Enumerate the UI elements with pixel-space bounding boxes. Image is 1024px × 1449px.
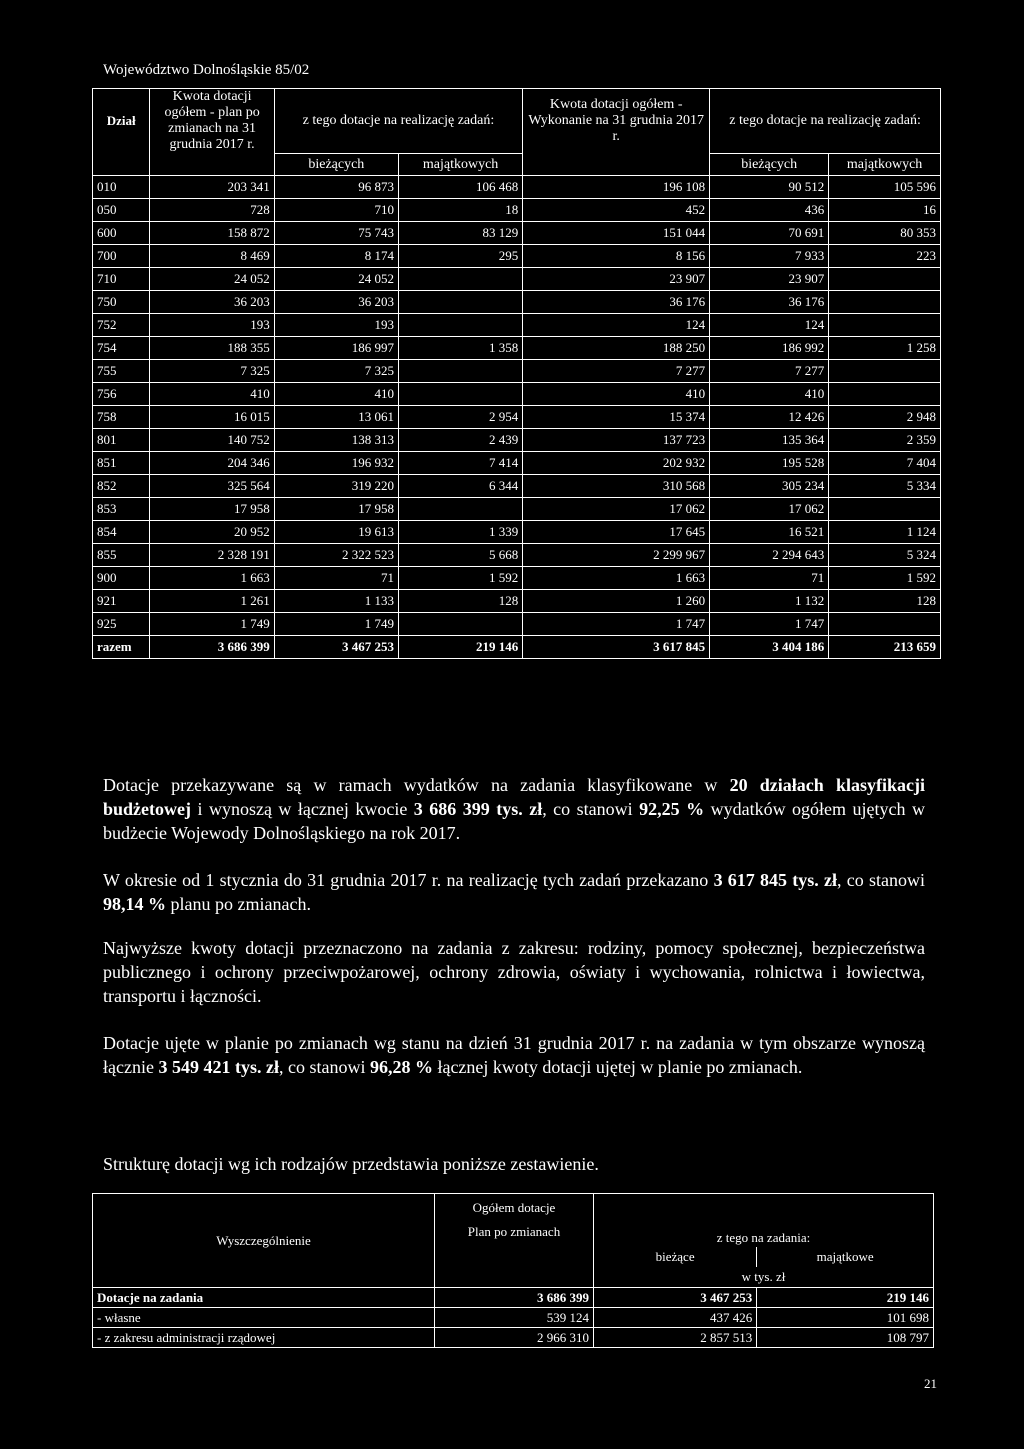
value-cell: 5 334 <box>829 474 941 497</box>
value-cell: 128 <box>829 589 941 612</box>
value-cell: 16 015 <box>150 405 274 428</box>
t2-header-majatkowe: majątkowe <box>757 1247 934 1267</box>
p4-text: Dotacje ujęte w planie po zmianach wg stanu na dzień 31 grudnia 2017 r. na zadania w tym obszarze wynoszą łącznie <box>103 1033 925 1077</box>
value-cell: 188 250 <box>523 336 710 359</box>
table-row <box>93 336 941 359</box>
header-wykonanie: Kwota dotacji ogółem - Wykonanie na 31 grudnia 2017 r. <box>523 89 710 154</box>
paragraph-3: Najwyższe kwoty dotacji przeznaczono na zadania z zakresu: rodziny, pomocy społecznej, bezpieczeństwa publicznego i ochrony przeciwpożarowej, ochrony zdrowia, oświaty i wychowania, rolnictwa i łowiectwa, transportu i łączności. <box>103 938 925 1006</box>
value-cell: 319 220 <box>274 474 398 497</box>
subheader-biezacych-wyk: bieżących <box>710 153 829 175</box>
value-cell: 158 872 <box>150 221 274 244</box>
value-cell: 13 061 <box>274 405 398 428</box>
value-cell <box>398 382 522 405</box>
value-cell: 17 062 <box>710 497 829 520</box>
dzial-code: 700 <box>93 244 150 267</box>
table-row <box>93 543 941 566</box>
value-cell: 36 176 <box>710 290 829 313</box>
value-cell: 1 663 <box>523 566 710 589</box>
value-cell: 2 294 643 <box>710 543 829 566</box>
dzial-code: 853 <box>93 497 150 520</box>
t2-value: 3 467 253 <box>594 1288 757 1308</box>
paragraph-1 <box>103 773 925 845</box>
value-cell: 71 <box>274 566 398 589</box>
table-row <box>93 520 941 543</box>
dotacje-table <box>92 88 941 659</box>
dzial-code: 755 <box>93 359 150 382</box>
value-cell: 410 <box>710 382 829 405</box>
struktura-table <box>92 1193 934 1348</box>
header-z-tego-plan: z tego dotacje na realizację zadań: <box>274 89 523 154</box>
dzial-code: 801 <box>93 428 150 451</box>
table-total-row <box>93 635 941 658</box>
value-cell: 16 521 <box>710 520 829 543</box>
t2-label: - własne <box>93 1308 435 1328</box>
subheader-majatkowych-wyk: majątkowych <box>829 153 941 175</box>
total-cell: 3 467 253 <box>274 635 398 658</box>
value-cell: 17 958 <box>274 497 398 520</box>
table-row <box>93 451 941 474</box>
value-cell: 193 <box>274 313 398 336</box>
paragraph-5: Strukturę dotacji wg ich rodzajów przedstawia poniższe zestawienie. <box>103 1154 599 1174</box>
t2-value: 2 966 310 <box>435 1328 594 1348</box>
value-cell: 1 339 <box>398 520 522 543</box>
value-cell: 83 129 <box>398 221 522 244</box>
value-cell: 17 645 <box>523 520 710 543</box>
value-cell: 124 <box>710 313 829 336</box>
value-cell: 7 404 <box>829 451 941 474</box>
value-cell: 17 958 <box>150 497 274 520</box>
value-cell: 188 355 <box>150 336 274 359</box>
total-cell: 3 686 399 <box>150 635 274 658</box>
t2-row <box>93 1308 934 1328</box>
value-cell: 7 414 <box>398 451 522 474</box>
value-cell: 7 325 <box>150 359 274 382</box>
value-cell: 140 752 <box>150 428 274 451</box>
t2-header-ogolem-line1: Ogółem dotacje <box>472 1200 556 1215</box>
t2-label: Dotacje na zadania <box>93 1288 435 1308</box>
value-cell: 138 313 <box>274 428 398 451</box>
p2-bold: 3 617 845 tys. zł <box>713 870 838 890</box>
value-cell: 96 873 <box>274 175 398 198</box>
value-cell: 310 568 <box>523 474 710 497</box>
p1-bold: 20 działach klasyfikacji budżetowej <box>103 775 925 819</box>
value-cell: 2 299 967 <box>523 543 710 566</box>
p2-text: planu po zmianach. <box>166 894 311 914</box>
value-cell: 7 933 <box>710 244 829 267</box>
value-cell: 1 358 <box>398 336 522 359</box>
table-row <box>93 244 941 267</box>
value-cell: 305 234 <box>710 474 829 497</box>
table-row <box>93 474 941 497</box>
table-row <box>93 589 941 612</box>
dzial-code: 851 <box>93 451 150 474</box>
t2-value: 437 426 <box>594 1308 757 1328</box>
table-row <box>93 359 941 382</box>
table-row <box>93 175 941 198</box>
table-row <box>93 405 941 428</box>
table-row <box>93 497 941 520</box>
t2-header-ogolem <box>435 1194 594 1288</box>
table-row <box>93 382 941 405</box>
value-cell <box>398 290 522 313</box>
t2-label: - z zakresu administracji rządowej <box>93 1328 435 1348</box>
table-row <box>93 428 941 451</box>
t2-header-unit: w tys. zł <box>594 1267 934 1288</box>
value-cell <box>829 313 941 336</box>
dzial-code: 756 <box>93 382 150 405</box>
paragraph-2 <box>103 868 925 916</box>
dzial-code: 925 <box>93 612 150 635</box>
table-row <box>93 267 941 290</box>
value-cell: 196 108 <box>523 175 710 198</box>
value-cell: 8 469 <box>150 244 274 267</box>
header-plan: Kwota dotacji ogółem - plan po zmianach na 31 grudnia 2017 r. <box>150 89 274 154</box>
subheader-majatkowych-plan: majątkowych <box>398 153 522 175</box>
value-cell: 1 749 <box>274 612 398 635</box>
value-cell: 410 <box>274 382 398 405</box>
value-cell: 151 044 <box>523 221 710 244</box>
value-cell: 23 907 <box>523 267 710 290</box>
value-cell: 105 596 <box>829 175 941 198</box>
value-cell: 70 691 <box>710 221 829 244</box>
value-cell <box>398 313 522 336</box>
t2-header-row <box>93 1194 934 1247</box>
t2-header-ogolem-line2: Plan po zmianach <box>467 1224 561 1239</box>
value-cell <box>829 359 941 382</box>
value-cell: 2 439 <box>398 428 522 451</box>
dzial-code: 855 <box>93 543 150 566</box>
value-cell: 137 723 <box>523 428 710 451</box>
value-cell <box>398 497 522 520</box>
table-row <box>93 198 941 221</box>
p1-bold: 3 686 399 tys. zł <box>413 799 543 819</box>
value-cell: 18 <box>398 198 522 221</box>
value-cell: 19 613 <box>274 520 398 543</box>
dzial-code: 752 <box>93 313 150 336</box>
value-cell: 23 907 <box>710 267 829 290</box>
value-cell: 410 <box>523 382 710 405</box>
value-cell: 325 564 <box>150 474 274 497</box>
value-cell: 204 346 <box>150 451 274 474</box>
value-cell: 2 954 <box>398 405 522 428</box>
document-header: Województwo Dolnośląskie 85/02 <box>103 62 310 78</box>
t2-value: 3 686 399 <box>435 1288 594 1308</box>
table-row <box>93 221 941 244</box>
page-number: 21 <box>924 1376 937 1391</box>
table-row <box>93 612 941 635</box>
value-cell: 6 344 <box>398 474 522 497</box>
value-cell: 1 258 <box>829 336 941 359</box>
value-cell: 223 <box>829 244 941 267</box>
value-cell <box>829 497 941 520</box>
p1-text: , co stanowi <box>542 799 640 819</box>
value-cell: 2 948 <box>829 405 941 428</box>
table-row <box>93 313 941 336</box>
t2-value: 101 698 <box>757 1308 934 1328</box>
table-row <box>93 566 941 589</box>
dzial-code: 750 <box>93 290 150 313</box>
t2-header-biezace: bieżące <box>594 1247 757 1267</box>
value-cell: 71 <box>710 566 829 589</box>
value-cell: 193 <box>150 313 274 336</box>
dzial-code: 754 <box>93 336 150 359</box>
value-cell: 728 <box>150 198 274 221</box>
p2-text: , co stanowi <box>837 870 925 890</box>
value-cell: 186 997 <box>274 336 398 359</box>
p1-bold: 92,25 % <box>639 799 705 819</box>
value-cell: 8 174 <box>274 244 398 267</box>
p4-bold: 96,28 % <box>369 1057 433 1077</box>
value-cell: 5 668 <box>398 543 522 566</box>
value-cell: 1 749 <box>150 612 274 635</box>
value-cell: 195 528 <box>710 451 829 474</box>
value-cell: 1 261 <box>150 589 274 612</box>
value-cell: 15 374 <box>523 405 710 428</box>
value-cell: 36 203 <box>150 290 274 313</box>
value-cell: 1 592 <box>829 566 941 589</box>
total-cell: 213 659 <box>829 635 941 658</box>
value-cell: 36 203 <box>274 290 398 313</box>
total-label: razem <box>93 635 150 658</box>
value-cell: 436 <box>710 198 829 221</box>
p2-text: W okresie od 1 stycznia do 31 grudnia 2017 r. na realizację tych zadań przekazano <box>103 870 714 890</box>
value-cell: 5 324 <box>829 543 941 566</box>
value-cell: 452 <box>523 198 710 221</box>
total-cell: 3 404 186 <box>710 635 829 658</box>
value-cell: 196 932 <box>274 451 398 474</box>
value-cell: 90 512 <box>710 175 829 198</box>
value-cell: 1 133 <box>274 589 398 612</box>
t2-row <box>93 1288 934 1308</box>
p1-text: wydatków ogółem ujętych w budżecie Wojewody Dolnośląskiego na rok 2017. <box>103 799 925 843</box>
value-cell: 80 353 <box>829 221 941 244</box>
dzial-code: 010 <box>93 175 150 198</box>
value-cell: 2 322 523 <box>274 543 398 566</box>
value-cell: 1 132 <box>710 589 829 612</box>
value-cell: 2 359 <box>829 428 941 451</box>
value-cell: 203 341 <box>150 175 274 198</box>
dzial-code: 600 <box>93 221 150 244</box>
value-cell: 410 <box>150 382 274 405</box>
total-cell: 219 146 <box>398 635 522 658</box>
value-cell: 135 364 <box>710 428 829 451</box>
table-row <box>93 290 941 313</box>
t2-header-z-tego: z tego na zadania: <box>594 1194 934 1247</box>
p4-text: , co stanowi <box>278 1057 370 1077</box>
value-cell: 124 <box>523 313 710 336</box>
p4-text: łącznej kwoty dotacji ujętej w planie po zmianach. <box>432 1057 803 1077</box>
value-cell: 710 <box>274 198 398 221</box>
value-cell <box>398 359 522 382</box>
dzial-code: 758 <box>93 405 150 428</box>
value-cell: 1 124 <box>829 520 941 543</box>
dzial-code: 900 <box>93 566 150 589</box>
p4-bold: 3 549 421 tys. zł <box>158 1057 279 1077</box>
dzial-code: 050 <box>93 198 150 221</box>
value-cell: 8 156 <box>523 244 710 267</box>
value-cell: 1 663 <box>150 566 274 589</box>
value-cell: 7 277 <box>523 359 710 382</box>
table-subheader-row <box>93 153 941 175</box>
dzial-code: 921 <box>93 589 150 612</box>
value-cell: 2 328 191 <box>150 543 274 566</box>
value-cell <box>829 267 941 290</box>
value-cell: 24 052 <box>150 267 274 290</box>
t2-value: 108 797 <box>757 1328 934 1348</box>
header-dzial: Dział <box>93 89 150 154</box>
value-cell: 20 952 <box>150 520 274 543</box>
p1-text: i wynoszą w łącznej kwocie <box>191 799 414 819</box>
value-cell: 75 743 <box>274 221 398 244</box>
dzial-code: 854 <box>93 520 150 543</box>
value-cell: 186 992 <box>710 336 829 359</box>
value-cell: 295 <box>398 244 522 267</box>
paragraph-4 <box>103 1031 925 1079</box>
dzial-code: 710 <box>93 267 150 290</box>
value-cell: 7 277 <box>710 359 829 382</box>
value-cell: 1 592 <box>398 566 522 589</box>
value-cell: 7 325 <box>274 359 398 382</box>
header-z-tego-wyk: z tego dotacje na realizację zadań: <box>710 89 941 154</box>
value-cell: 202 932 <box>523 451 710 474</box>
value-cell: 1 747 <box>523 612 710 635</box>
value-cell <box>398 267 522 290</box>
value-cell <box>829 290 941 313</box>
t2-value: 219 146 <box>757 1288 934 1308</box>
p1-text: Dotacje przekazywane są w ramach wydatków na zadania klasyfikowane w <box>103 775 730 795</box>
p2-bold: 98,14 % <box>103 894 166 914</box>
value-cell: 1 260 <box>523 589 710 612</box>
value-cell: 16 <box>829 198 941 221</box>
value-cell: 106 468 <box>398 175 522 198</box>
value-cell: 24 052 <box>274 267 398 290</box>
value-cell: 12 426 <box>710 405 829 428</box>
total-cell: 3 617 845 <box>523 635 710 658</box>
dzial-code: 852 <box>93 474 150 497</box>
value-cell: 36 176 <box>523 290 710 313</box>
value-cell <box>829 612 941 635</box>
t2-value: 539 124 <box>435 1308 594 1328</box>
value-cell: 1 747 <box>710 612 829 635</box>
value-cell: 128 <box>398 589 522 612</box>
t2-header-wyszczegolnienie: Wyszczególnienie <box>93 1194 435 1288</box>
value-cell: 17 062 <box>523 497 710 520</box>
subheader-biezacych-plan: bieżących <box>274 153 398 175</box>
t2-value: 2 857 513 <box>594 1328 757 1348</box>
value-cell <box>829 382 941 405</box>
t2-row <box>93 1328 934 1348</box>
value-cell <box>398 612 522 635</box>
